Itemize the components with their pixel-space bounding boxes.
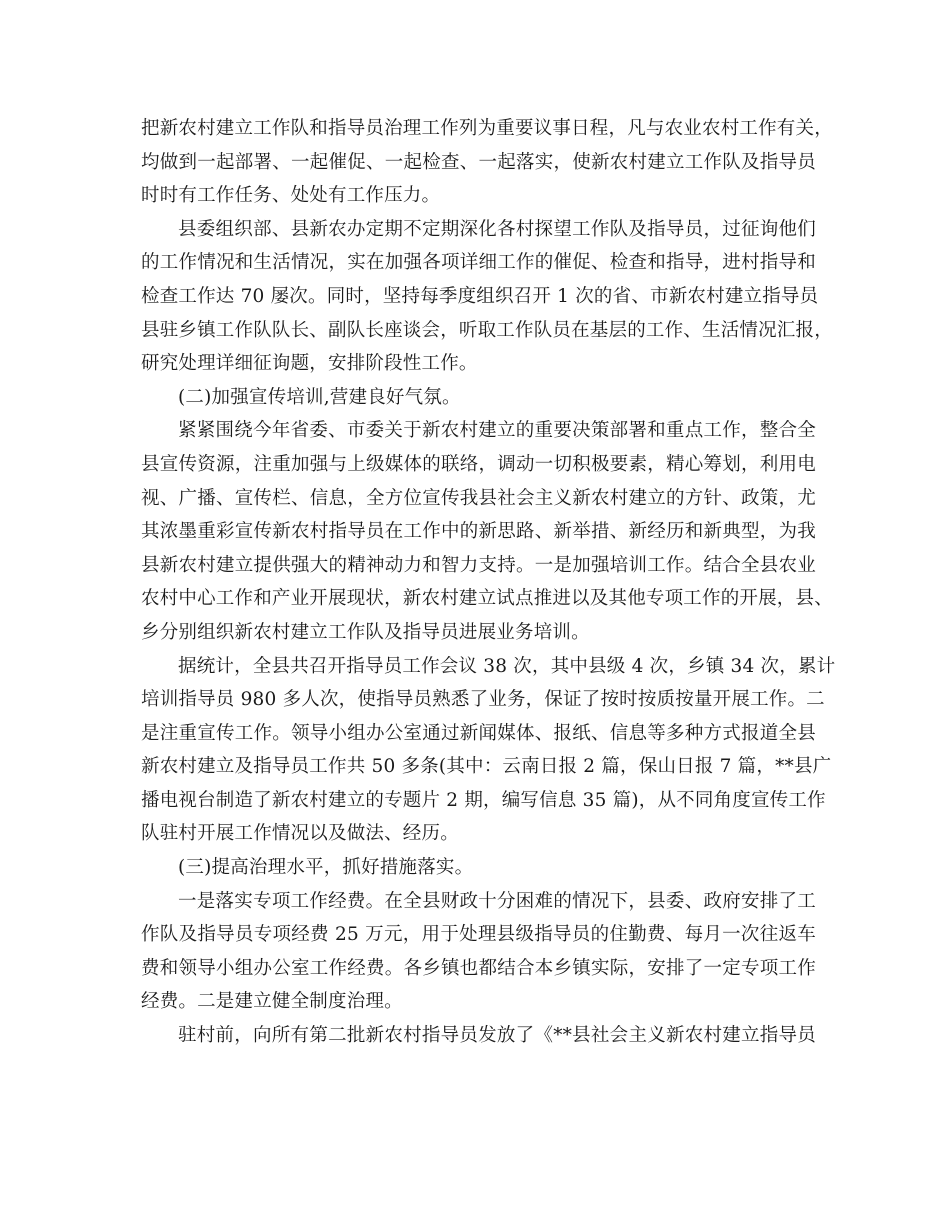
paragraph-line: 一是落实专项工作经费。在全县财政十分困难的情况下，县委、政府安排了工: [178, 890, 816, 912]
paragraph-line: 播电视台制造了新农村建立的专题片 2 期，编写信息 35 篇)，从不同角度宣传工作: [141, 789, 826, 811]
paragraph-line: 经费。二是建立健全制度治理。: [141, 991, 403, 1013]
paragraph-line: 农村中心工作和产业开展现状，新农村建立试点推进以及其他专项工作的开展，县、: [141, 588, 833, 610]
paragraph-line: 时时有工作任务、处处有工作压力。: [141, 185, 441, 207]
paragraph-line: 把新农村建立工作队和指导员治理工作列为重要议事日程，凡与农业农村工作有关，: [141, 118, 833, 139]
paragraph-line: 的工作情况和生活情况，实在加强各项详细工作的催促、检查和指导，进村指导和: [141, 252, 816, 274]
paragraph-line: 是注重宣传工作。领导小组办公室通过新闻媒体、报纸、信息等多种方式报道全县: [141, 722, 816, 744]
paragraph-line: 均做到一起部署、一起催促、一起检查、一起落实，使新农村建立工作队及指导员: [141, 151, 816, 173]
section-heading: (二)加强宣传培训,营建良好气氛。: [178, 386, 461, 408]
paragraph-line: 县宣传资源，注重加强与上级媒体的联络，调动一切积极要素，精心筹划，利用电: [141, 453, 816, 475]
paragraph-line: 县新农村建立提供强大的精神动力和智力支持。一是加强培训工作。结合全县农业: [141, 554, 816, 576]
paragraph-line: 视、广播、宣传栏、信息，全方位宣传我县社会主义新农村建立的方针、政策，尤: [141, 487, 816, 509]
paragraph-line: 费和领导小组办公室工作经费。各乡镇也都结合本乡镇实际，安排了一定专项工作: [141, 957, 816, 979]
paragraph-line: 乡分别组织新农村建立工作队及指导员进展业务培训。: [141, 621, 590, 643]
paragraph-line: 驻村前，向所有第二批新农村指导员发放了《**县社会主义新农村建立指导员: [178, 1025, 816, 1047]
paragraph-line: 县驻乡镇工作队队长、副队长座谈会，听取工作队员在基层的工作、生活情况汇报，: [141, 319, 833, 341]
paragraph-line: 紧紧围绕今年省委、市委关于新农村建立的重要决策部署和重点工作，整合全: [178, 420, 816, 442]
paragraph-line: 其浓墨重彩宣传新农村指导员在工作中的新思路、新举措、新经历和新典型，为我: [141, 521, 816, 543]
paragraph-line: 据统计，全县共召开指导员工作会议 38 次，其中县级 4 次，乡镇 34 次，累计: [178, 655, 836, 677]
paragraph-line: 作队及指导员专项经费 25 万元，用于处理县级指导员的住勤费、每月一次往返车: [141, 924, 816, 946]
paragraph-line: 县委组织部、县新农办定期不定期深化各村探望工作队及指导员，过征询他们: [178, 218, 816, 240]
section-heading: (三)提高治理水平，抓好措施落实。: [178, 857, 474, 879]
paragraph-line: 检查工作达 70 屡次。同时，坚持每季度组织召开 1 次的省、市新农村建立指导员: [141, 285, 819, 307]
paragraph-line: 新农村建立及指导员工作共 50 多条(其中：云南日报 2 篇，保山日报 7 篇，**县广: [141, 756, 832, 778]
paragraph-line: 队驻村开展工作情况以及做法、经历。: [141, 823, 459, 845]
paragraph-line: 培训指导员 980 多人次，使指导员熟悉了业务，保证了按时按质按量开展工作。二: [141, 689, 825, 711]
document-body: [141, 112, 836, 1053]
paragraph-line: 研究处理详细征询题，安排阶段性工作。: [141, 353, 478, 375]
